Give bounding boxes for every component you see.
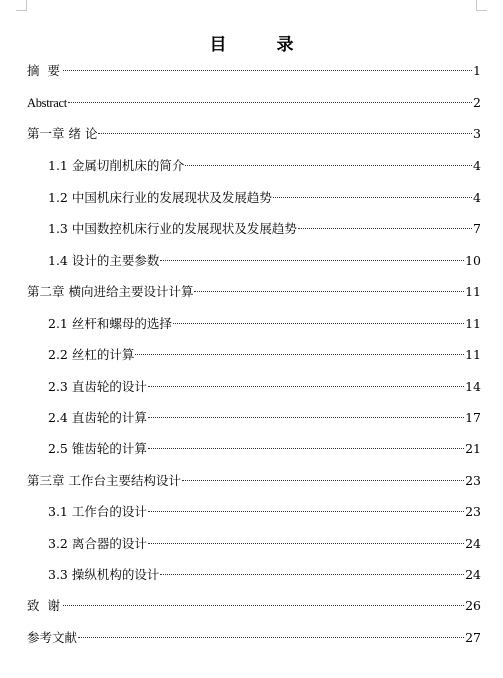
toc-entry-2-1[interactable]	[48, 314, 481, 334]
toc-entry-3-3[interactable]	[48, 565, 481, 585]
toc-entry-label: 第二章 横向进给主要设计计算	[27, 284, 194, 299]
toc-entry-1-2[interactable]	[48, 188, 481, 208]
leader-dots	[185, 165, 472, 166]
toc-entry-abstract-en[interactable]	[27, 93, 481, 113]
toc-entry-page: 4	[473, 190, 481, 205]
toc-entry-acknowledgements[interactable]	[27, 596, 481, 616]
toc-entry-label: 3.1 工作台的设计	[48, 504, 147, 519]
leader-dots	[63, 70, 472, 71]
toc-entry-page: 24	[465, 567, 481, 582]
page-corner-mark-left	[16, 0, 27, 11]
toc-entry-1-3[interactable]	[48, 219, 481, 239]
leader-dots	[298, 228, 472, 229]
toc-entry-label: 1.2 中国机床行业的发展现状及发展趋势	[48, 190, 272, 205]
leader-dots	[78, 637, 464, 638]
leader-dots	[160, 574, 464, 575]
toc-entry-page: 23	[465, 504, 481, 519]
toc-entry-2-3[interactable]	[48, 377, 481, 397]
toc-entry-1-1[interactable]	[48, 156, 481, 176]
toc-entry-chapter-2[interactable]	[27, 282, 481, 302]
toc-entry-3-1[interactable]	[48, 502, 481, 522]
toc-entry-page: 11	[465, 316, 481, 331]
toc-entry-2-5[interactable]	[48, 439, 481, 459]
leader-dots	[173, 323, 464, 324]
toc-entry-page: 17	[465, 410, 481, 425]
leader-dots	[148, 448, 464, 449]
toc-entry-page: 14	[465, 379, 481, 394]
toc-entry-2-4[interactable]	[48, 408, 481, 428]
leader-dots	[148, 543, 464, 544]
toc-entry-page: 10	[465, 253, 481, 268]
toc-entry-label: 1.3 中国数控机床行业的发展现状及发展趋势	[48, 221, 297, 236]
toc-entry-chapter-3[interactable]	[27, 471, 481, 491]
toc-entry-label: 第三章 工作台主要结构设计	[27, 473, 181, 488]
toc-entry-abstract-cn[interactable]	[27, 61, 481, 81]
toc-entry-label: 3.3 操纵机构的设计	[48, 567, 160, 582]
toc-entry-label: 参考文献	[27, 630, 78, 645]
toc-entry-label: 致 谢	[27, 598, 62, 613]
toc-entry-page: 2	[473, 95, 481, 110]
toc-entry-page: 3	[473, 126, 481, 141]
leader-dots	[160, 260, 464, 261]
toc-entry-label: 2.5 锥齿轮的计算	[48, 441, 147, 456]
toc-entry-label: 第一章 绪 论	[27, 126, 98, 141]
toc-entry-page: 11	[465, 347, 481, 362]
toc-entry-page: 26	[465, 598, 481, 613]
leader-dots	[148, 511, 464, 512]
toc-entry-chapter-1[interactable]	[27, 124, 481, 144]
leader-dots	[148, 417, 464, 418]
toc-entry-page: 1	[473, 63, 481, 78]
toc-entry-label: 摘 要	[27, 63, 62, 78]
toc-title: 目 录	[209, 35, 316, 55]
toc-entry-label: 2.1 丝杆和螺母的选择	[48, 316, 172, 331]
leader-dots	[68, 102, 472, 103]
toc-entry-label: 3.2 离合器的设计	[48, 536, 147, 551]
leader-dots	[98, 133, 472, 134]
leader-dots	[182, 480, 464, 481]
toc-entry-label: 2.2 丝杠的计算	[48, 347, 135, 362]
toc-entry-references[interactable]	[27, 628, 481, 648]
toc-entry-page: 21	[465, 441, 481, 456]
leader-dots	[63, 605, 464, 606]
toc-entry-label: 2.3 直齿轮的设计	[48, 379, 147, 394]
toc-entry-page: 24	[465, 536, 481, 551]
leader-dots	[135, 354, 464, 355]
toc-entry-label: 1.4 设计的主要参数	[48, 253, 160, 268]
page-corner-mark-right	[476, 0, 487, 11]
leader-dots	[273, 197, 472, 198]
toc-entry-label: 1.1 金属切削机床的简介	[48, 158, 185, 173]
leader-dots	[148, 386, 464, 387]
toc-entry-page: 4	[473, 158, 481, 173]
toc-entry-page: 23	[465, 473, 481, 488]
toc-entry-3-2[interactable]	[48, 534, 481, 554]
leader-dots	[194, 291, 464, 292]
toc-entry-label: 2.4 直齿轮的计算	[48, 410, 147, 425]
toc-entry-page: 7	[473, 221, 481, 236]
toc-entry-1-4[interactable]	[48, 251, 481, 271]
toc-entry-label: Abstract	[27, 96, 67, 110]
toc-entry-2-2[interactable]	[48, 345, 481, 365]
toc-entry-page: 27	[465, 630, 481, 645]
toc-entry-page: 11	[465, 284, 481, 299]
